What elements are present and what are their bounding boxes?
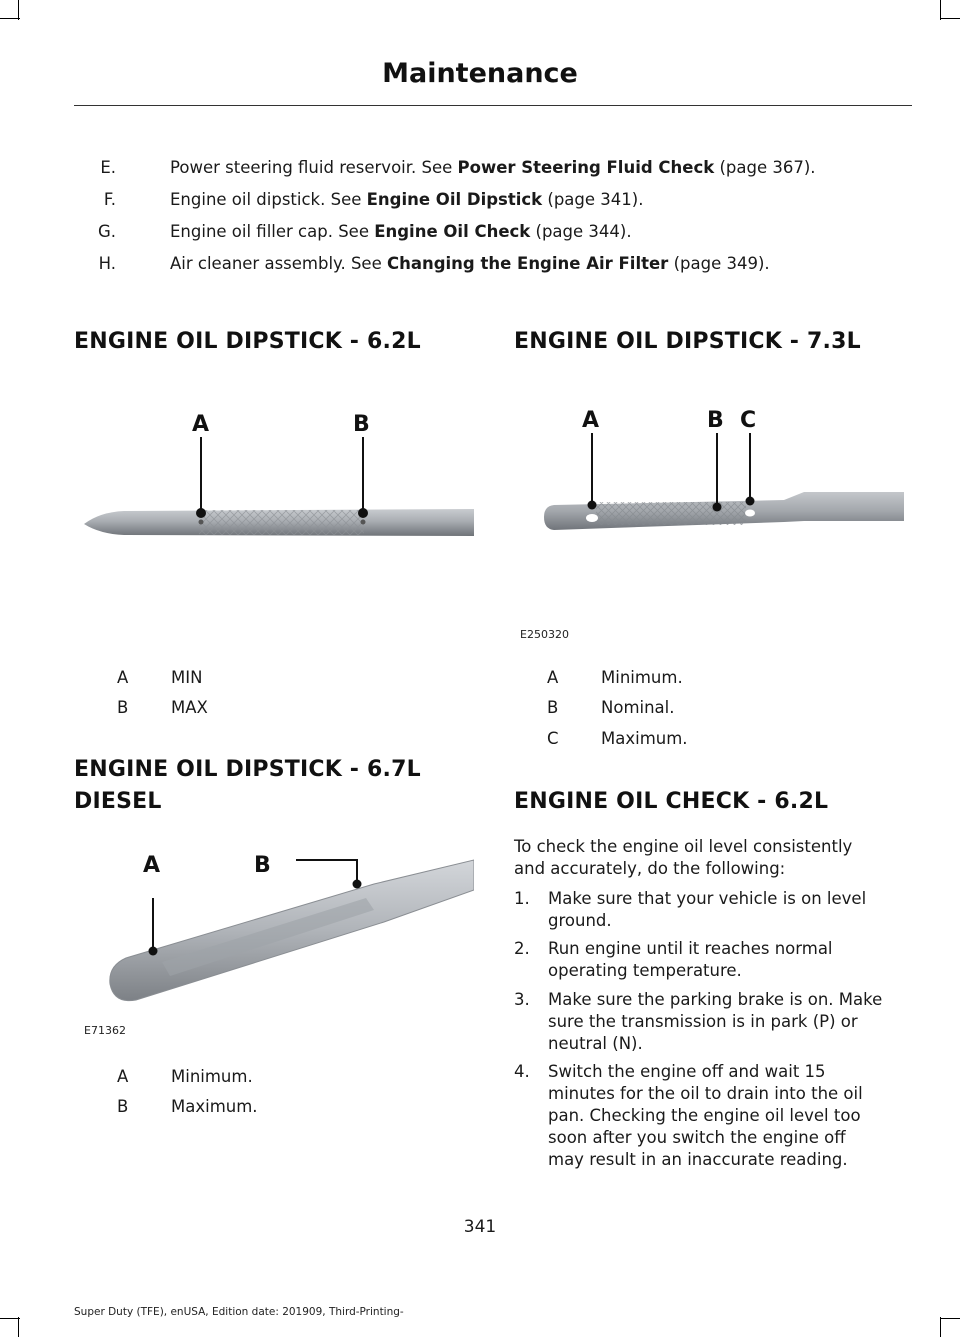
step-number: 4. [514,1062,530,1081]
ref-text: Engine oil dipstick. See [170,190,367,209]
section-heading: ENGINE OIL DIPSTICK - 6.2L [74,329,421,354]
nominal-marker [713,503,722,512]
callout-b: B [707,408,724,433]
step-line: Make sure that your vehicle is on level [548,889,867,908]
step-line: Run engine until it reaches normal [548,939,833,958]
crop-mark [940,18,960,19]
crop-mark [940,1318,960,1319]
crop-mark [940,0,941,20]
section-heading: DIESEL [74,789,162,814]
callout-c: C [740,408,757,433]
header-divider [74,105,912,106]
cross-reference-link[interactable]: Power Steering Fluid Check [457,158,715,177]
step-line: Switch the engine off and wait 15 [548,1062,826,1081]
list-letter: E. [100,158,116,177]
step-text [548,1061,906,1171]
intro-line: To check the engine oil level consistently [514,837,853,856]
maximum-marker [746,497,755,506]
legend-value: Maximum. [601,729,688,748]
legend-value: Maximum. [171,1097,258,1116]
list-item [96,152,916,184]
ref-page: (page 367). [714,158,816,177]
step-line: operating temperature. [548,961,742,980]
dipstick-6-7l-illustration [74,838,474,1048]
section-heading: ENGINE OIL CHECK - 6.2L [514,789,829,814]
intro-paragraph [514,836,852,880]
step-line: Make sure the parking brake is on. Make [548,990,883,1009]
ref-page: (page 344). [530,222,632,241]
max-marker [358,508,368,518]
legend-key: B [117,698,129,717]
list-item [96,216,916,248]
reference-list [96,152,916,280]
list-letter: H. [98,254,116,273]
step-number: 2. [514,939,530,958]
cross-reference-link[interactable]: Changing the Engine Air Filter [386,254,669,273]
list-text [170,216,632,248]
dipstick-hatch-zone [596,502,746,525]
legend-key: A [117,1067,129,1086]
page-title: Maintenance [382,58,578,89]
list-item [96,248,916,280]
legend-value: Minimum. [171,1067,253,1086]
minimum-marker [588,501,597,510]
list-letter: F. [103,190,116,209]
list-text [170,248,770,280]
ref-text: Air cleaner assembly. See [170,254,387,273]
intro-line: and accurately, do the following: [514,859,786,878]
ref-page: (page 341). [542,190,644,209]
legend-key: A [547,668,559,687]
cross-reference-link[interactable]: Engine Oil Dipstick [366,190,543,209]
legend-key: C [547,729,559,748]
step-line: ground. [548,911,612,930]
min-marker [196,508,206,518]
step-line: neutral (N). [548,1034,643,1053]
step-line: sure the transmission is in park (P) or [548,1012,858,1031]
legend-value: Nominal. [601,698,675,717]
crop-mark [0,1318,20,1319]
step-number: 3. [514,990,530,1009]
step-line: may result in an inaccurate reading. [548,1150,848,1169]
dipstick-6-2l-illustration [74,395,474,565]
callout-a: A [192,412,210,437]
step-line: pan. Checking the engine oil level too [548,1106,861,1125]
list-text [170,184,643,216]
maximum-marker [353,880,362,889]
list-text [170,152,816,184]
ref-text: Power steering fluid reservoir. See [170,158,458,177]
legend-value: MAX [171,698,208,717]
callout-a: A [143,853,161,878]
section-heading: ENGINE OIL DIPSTICK - 7.3L [514,329,861,354]
dipstick-hatch-zone [199,510,364,535]
edition-footer: Super Duty (TFE), enUSA, Edition date: 201909, Third-Printing- [74,1306,404,1318]
ref-text: Engine oil filler cap. See [170,222,375,241]
ref-page: (page 349). [668,254,770,273]
section-heading: ENGINE OIL DIPSTICK - 6.7L [74,757,421,782]
figure-code: E250320 [520,628,569,641]
step-text [548,938,906,982]
legend-key: B [547,698,559,717]
legend-key: B [117,1097,129,1116]
step-number: 1. [514,889,530,908]
list-letter: G. [97,222,116,241]
cross-reference-link[interactable]: Engine Oil Check [374,222,531,241]
crop-mark [18,0,19,20]
callout-b: B [353,412,370,437]
figure-code: E71362 [84,1024,126,1037]
dipstick-7-3l-illustration [514,395,914,645]
legend-value: MIN [171,668,203,687]
callout-b: B [254,853,271,878]
step-text [548,888,906,932]
step-line: soon after you switch the engine off [548,1128,846,1147]
step-line: minutes for the oil to drain into the oil [548,1084,863,1103]
legend-key: A [117,668,129,687]
list-item [96,184,916,216]
crop-mark [0,18,20,19]
minimum-marker [149,947,158,956]
crop-mark [940,1317,941,1337]
page-number: 341 [463,1217,497,1237]
legend-value: Minimum. [601,668,683,687]
crop-mark [18,1317,19,1337]
step-text [548,989,906,1055]
callout-a: A [582,408,600,433]
